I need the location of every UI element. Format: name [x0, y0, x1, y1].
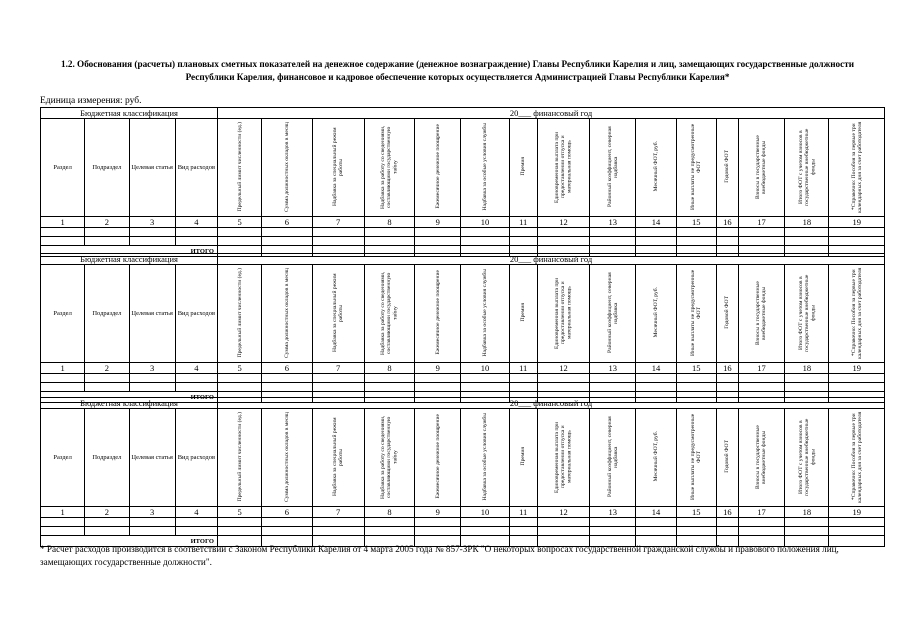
table-cell[interactable] — [738, 383, 784, 392]
column-header — [738, 265, 784, 363]
table-cell[interactable] — [537, 237, 589, 246]
table-cell[interactable] — [262, 383, 312, 392]
table-cell[interactable] — [218, 228, 262, 237]
table-cell[interactable] — [590, 527, 636, 536]
column-header-label: Итого ФОТ с учетом взносов в государственные внебюджетные фонды — [797, 273, 816, 352]
table-cell[interactable] — [785, 383, 829, 392]
table-cell[interactable] — [509, 383, 537, 392]
column-number: 13 — [590, 363, 636, 374]
column-header-label: *Справочно: Пособия за первые три календарных дня за счет работодателя — [850, 120, 863, 213]
table-cell[interactable] — [415, 228, 461, 237]
budget-classification-header: Бюджетная классификация — [41, 108, 218, 119]
column-header-label: Предельный лимит численности (ед.) — [236, 267, 243, 358]
column-header — [636, 409, 676, 507]
table-cell[interactable] — [415, 374, 461, 383]
column-number: 12 — [537, 217, 589, 228]
table-cell[interactable] — [785, 527, 829, 536]
table-cell[interactable] — [537, 518, 589, 527]
table-cell[interactable] — [636, 383, 676, 392]
table-cell[interactable] — [590, 518, 636, 527]
column-header — [537, 265, 589, 363]
column-header-label: Итого ФОТ с учетом взносов в государственные внебюджетные фонды — [797, 417, 816, 496]
classification-column-header: Вид расходов — [175, 119, 217, 217]
table-cell[interactable] — [590, 383, 636, 392]
table-cell[interactable] — [738, 374, 784, 383]
column-number: 18 — [785, 363, 829, 374]
column-number: 19 — [829, 507, 885, 518]
table-cell[interactable] — [364, 383, 414, 392]
column-header — [716, 409, 738, 507]
column-header-label: Районный коэффициент, северная надбавка — [606, 126, 619, 207]
column-number: 10 — [461, 363, 509, 374]
column-header — [364, 265, 414, 363]
table-cell[interactable] — [175, 383, 217, 392]
column-number: 11 — [509, 217, 537, 228]
table-cell[interactable] — [218, 374, 262, 383]
unit-label: Единица измерения: руб. — [40, 96, 142, 106]
column-number: 16 — [716, 217, 738, 228]
table-cell[interactable] — [785, 374, 829, 383]
table-cell[interactable] — [785, 237, 829, 246]
column-header — [364, 119, 414, 217]
column-number: 5 — [218, 363, 262, 374]
table-row — [41, 228, 885, 237]
classification-column-header: Раздел — [41, 265, 85, 363]
column-number: 7 — [312, 507, 364, 518]
column-header — [509, 265, 537, 363]
table-cell[interactable] — [829, 228, 885, 237]
table-cell[interactable] — [738, 228, 784, 237]
column-header — [590, 119, 636, 217]
column-header-label: Надбавка за особые условия службы — [481, 268, 488, 357]
column-header — [716, 265, 738, 363]
table-cell[interactable] — [716, 383, 738, 392]
column-number: 3 — [129, 507, 175, 518]
table-cell[interactable] — [461, 527, 509, 536]
table-cell[interactable] — [312, 374, 364, 383]
column-header-label: *Справочно: Пособия за первые три календарных дня за счет работодателя — [850, 266, 863, 359]
column-number: 4 — [175, 363, 217, 374]
column-header — [218, 119, 262, 217]
table-cell[interactable] — [85, 228, 129, 237]
column-number: 8 — [364, 363, 414, 374]
column-header — [262, 265, 312, 363]
column-number: 4 — [175, 507, 217, 518]
column-header — [262, 119, 312, 217]
column-header-label: Надбавка за особые условия службы — [481, 122, 488, 211]
column-number: 19 — [829, 217, 885, 228]
table-cell[interactable] — [41, 374, 85, 383]
column-number: 8 — [364, 217, 414, 228]
table-cell[interactable] — [509, 374, 537, 383]
table-cell[interactable] — [738, 527, 784, 536]
table-cell[interactable] — [716, 374, 738, 383]
table-row — [41, 527, 885, 536]
column-number: 3 — [129, 217, 175, 228]
total-label: ИТОГО — [41, 246, 218, 257]
fiscal-year-header: 20___ финансовый год — [218, 254, 885, 265]
classification-column-header: Целевая статья — [129, 119, 175, 217]
column-header — [738, 409, 784, 507]
table-cell[interactable] — [262, 518, 312, 527]
column-header — [312, 265, 364, 363]
column-number: 2 — [85, 507, 129, 518]
table-cell[interactable] — [129, 374, 175, 383]
budget-table — [40, 253, 885, 403]
column-header-label: Районный коэффициент, северная надбавка — [606, 272, 619, 353]
table-cell[interactable] — [676, 518, 716, 527]
table-cell[interactable] — [364, 237, 414, 246]
column-header-label: Месячный ФОТ, руб. — [652, 141, 659, 192]
column-header — [218, 409, 262, 507]
fiscal-year-header: 20___ финансовый год — [218, 108, 885, 119]
column-header — [218, 265, 262, 363]
table-cell[interactable] — [415, 518, 461, 527]
column-header-label: Сумма должностных окладов в месяц — [283, 411, 290, 502]
table-cell[interactable] — [716, 237, 738, 246]
column-header-label: Предельный лимит численности (ед.) — [236, 121, 243, 212]
table-cell[interactable] — [415, 383, 461, 392]
column-header-label: Сумма должностных окладов в месяц — [283, 121, 290, 212]
column-header — [509, 119, 537, 217]
table-cell[interactable] — [175, 518, 217, 527]
table-cell[interactable] — [129, 237, 175, 246]
column-header-label: Взносы в государственные внебюджетные фонды — [755, 134, 768, 199]
column-number: 17 — [738, 217, 784, 228]
table-cell[interactable] — [676, 383, 716, 392]
column-number: 10 — [461, 507, 509, 518]
table-cell[interactable] — [676, 237, 716, 246]
classification-column-header: Целевая статья — [129, 265, 175, 363]
column-number: 18 — [785, 507, 829, 518]
table-cell[interactable] — [415, 237, 461, 246]
table-cell[interactable] — [461, 518, 509, 527]
table-cell[interactable] — [461, 237, 509, 246]
column-header-label: Премия — [520, 447, 527, 466]
table-cell[interactable] — [41, 527, 85, 536]
table-cell[interactable] — [590, 374, 636, 383]
column-header-label: Взносы в государственные внебюджетные фонды — [755, 424, 768, 489]
table-cell[interactable] — [175, 527, 217, 536]
column-header — [676, 265, 716, 363]
column-header — [636, 119, 676, 217]
classification-column-header: Подраздел — [85, 409, 129, 507]
column-header-label: Надбавка за специальный режим работы — [331, 273, 345, 352]
column-header-label: Премия — [520, 303, 527, 322]
column-number: 1 — [41, 363, 85, 374]
column-header — [415, 409, 461, 507]
budget-table — [40, 107, 885, 257]
table-cell[interactable] — [175, 237, 217, 246]
total-label: ИТОГО — [41, 536, 218, 547]
column-header-label: Иные выплаты не предусмотренные ФОТ — [689, 413, 703, 500]
column-number: 15 — [676, 507, 716, 518]
table-cell[interactable] — [829, 383, 885, 392]
table-row — [41, 237, 885, 246]
column-header-label: Надбавка за работу со сведениями, составляющими государственную тайну — [380, 124, 399, 209]
column-header-label: Ежемесячное денежное поощрение — [434, 124, 441, 209]
column-number: 9 — [415, 363, 461, 374]
column-header-label: Районный коэффициент, северная надбавка — [606, 416, 619, 497]
document-title: 1.2. Обоснования (расчеты) плановых сметных показателей на денежное содержание (денежное вознаграждение) Главы Республики Карелия и лиц, замещающих государственные должности Республики Карелия, финансовое и кадровое обеспечение которых осуществляется Администрацией Главы Республики Карелия* — [60, 59, 855, 82]
column-header — [312, 119, 364, 217]
column-number: 16 — [716, 507, 738, 518]
column-number: 14 — [636, 507, 676, 518]
column-header-label: Единовременная выплата при предоставлении отпуска и материальная помощь — [554, 130, 573, 203]
table-row — [41, 383, 885, 392]
table-cell[interactable] — [785, 518, 829, 527]
column-header-label: Иные выплаты не предусмотренные ФОТ — [689, 269, 703, 356]
column-header — [415, 265, 461, 363]
table-cell[interactable] — [129, 527, 175, 536]
column-header-label: Годовой ФОТ — [724, 440, 731, 473]
column-header — [364, 409, 414, 507]
table-cell[interactable] — [461, 383, 509, 392]
column-header-label: Итого ФОТ с учетом взносов в государственные внебюджетные фонды — [797, 127, 816, 206]
table-cell[interactable] — [829, 518, 885, 527]
column-number: 13 — [590, 507, 636, 518]
column-header-label: Взносы в государственные внебюджетные фонды — [755, 280, 768, 345]
table-cell[interactable] — [716, 518, 738, 527]
table-cell[interactable] — [829, 237, 885, 246]
table-cell[interactable] — [509, 527, 537, 536]
column-header — [785, 409, 829, 507]
table-cell[interactable] — [129, 383, 175, 392]
table-cell[interactable] — [262, 527, 312, 536]
column-header — [509, 409, 537, 507]
table-cell[interactable] — [636, 374, 676, 383]
column-header — [537, 409, 589, 507]
column-header-label: Ежемесячное денежное поощрение — [434, 270, 441, 355]
table-cell[interactable] — [218, 237, 262, 246]
column-number: 9 — [415, 217, 461, 228]
column-header-label: Единовременная выплата при предоставлении отпуска и материальная помощь — [554, 420, 573, 493]
table-cell[interactable] — [312, 518, 364, 527]
table-cell[interactable] — [636, 228, 676, 237]
column-number: 12 — [537, 363, 589, 374]
table-cell[interactable] — [636, 237, 676, 246]
column-number: 6 — [262, 363, 312, 374]
table-cell[interactable] — [262, 228, 312, 237]
classification-column-header: Вид расходов — [175, 265, 217, 363]
column-number: 16 — [716, 363, 738, 374]
column-number: 3 — [129, 363, 175, 374]
column-header — [829, 409, 885, 507]
column-number: 4 — [175, 217, 217, 228]
table-row — [41, 518, 885, 527]
table-cell[interactable] — [85, 518, 129, 527]
column-header-label: Премия — [520, 157, 527, 176]
column-header-label: *Справочно: Пособия за первые три календарных дня за счет работодателя — [850, 410, 863, 503]
column-number: 5 — [218, 507, 262, 518]
column-number: 8 — [364, 507, 414, 518]
column-number: 6 — [262, 217, 312, 228]
table-cell[interactable] — [461, 374, 509, 383]
table-cell[interactable] — [537, 228, 589, 237]
table-cell[interactable] — [590, 228, 636, 237]
column-header-label: Годовой ФОТ — [724, 150, 731, 183]
table-cell[interactable] — [312, 237, 364, 246]
table-cell[interactable] — [364, 527, 414, 536]
table-cell[interactable] — [590, 237, 636, 246]
column-number: 5 — [218, 217, 262, 228]
table-cell[interactable] — [85, 374, 129, 383]
table-cell[interactable] — [85, 527, 129, 536]
table-cell[interactable] — [509, 518, 537, 527]
column-header — [785, 265, 829, 363]
table-cell[interactable] — [218, 527, 262, 536]
column-header-label: Сумма должностных окладов в месяц — [283, 267, 290, 358]
column-number: 9 — [415, 507, 461, 518]
table-cell[interactable] — [537, 374, 589, 383]
footnote: * Расчет расходов производится в соответствии с Законом Республики Карелия от 4 марта 2005 года № 857-ЗРК "О некоторых вопросах государственной гражданской службы и правового положения лиц, замещающих государственные должности". — [40, 544, 839, 567]
table-cell[interactable] — [716, 228, 738, 237]
table-cell[interactable] — [175, 228, 217, 237]
column-number: 13 — [590, 217, 636, 228]
column-header-label: Надбавка за специальный режим работы — [331, 127, 345, 206]
table-cell[interactable] — [676, 527, 716, 536]
column-header — [461, 409, 509, 507]
column-header — [415, 119, 461, 217]
column-header — [262, 409, 312, 507]
table-cell[interactable] — [85, 383, 129, 392]
table-cell[interactable] — [218, 518, 262, 527]
table-cell[interactable] — [364, 518, 414, 527]
column-header — [676, 409, 716, 507]
table-cell[interactable] — [738, 237, 784, 246]
total-label: ИТОГО — [41, 392, 218, 403]
column-header — [716, 119, 738, 217]
table-cell[interactable] — [312, 383, 364, 392]
table-cell[interactable] — [537, 383, 589, 392]
table-cell[interactable] — [537, 527, 589, 536]
classification-column-header: Раздел — [41, 409, 85, 507]
column-header — [676, 119, 716, 217]
column-number: 18 — [785, 217, 829, 228]
column-number: 2 — [85, 363, 129, 374]
column-header — [312, 409, 364, 507]
classification-column-header: Целевая статья — [129, 409, 175, 507]
table-cell[interactable] — [85, 237, 129, 246]
classification-column-header: Подраздел — [85, 119, 129, 217]
column-header — [829, 265, 885, 363]
column-number: 7 — [312, 217, 364, 228]
column-number: 14 — [636, 363, 676, 374]
table-cell[interactable] — [415, 527, 461, 536]
table-cell[interactable] — [509, 228, 537, 237]
table-cell[interactable] — [175, 374, 217, 383]
column-header — [590, 265, 636, 363]
table-cell[interactable] — [676, 374, 716, 383]
column-number: 11 — [509, 507, 537, 518]
column-header-label: Надбавка за работу со сведениями, составляющими государственную тайну — [380, 414, 399, 499]
column-number: 11 — [509, 363, 537, 374]
table-cell[interactable] — [636, 518, 676, 527]
column-number: 2 — [85, 217, 129, 228]
column-header-label: Надбавка за особые условия службы — [481, 412, 488, 501]
budget-classification-header: Бюджетная классификация — [41, 398, 218, 409]
column-header-label: Единовременная выплата при предоставлении отпуска и материальная помощь — [554, 276, 573, 349]
table-cell[interactable] — [785, 228, 829, 237]
classification-column-header: Подраздел — [85, 265, 129, 363]
table-cell[interactable] — [312, 527, 364, 536]
classification-column-header: Раздел — [41, 119, 85, 217]
column-header — [636, 265, 676, 363]
column-header — [829, 119, 885, 217]
column-header-label: Месячный ФОТ, руб. — [652, 287, 659, 338]
column-header-label: Надбавка за специальный режим работы — [331, 417, 345, 496]
column-number: 10 — [461, 217, 509, 228]
column-number: 7 — [312, 363, 364, 374]
table-cell[interactable] — [509, 237, 537, 246]
table-cell[interactable] — [262, 237, 312, 246]
table-cell[interactable] — [41, 383, 85, 392]
column-header-label: Месячный ФОТ, руб. — [652, 431, 659, 482]
column-header — [461, 119, 509, 217]
column-header-label: Иные выплаты не предусмотренные ФОТ — [689, 123, 703, 210]
table-cell[interactable] — [41, 518, 85, 527]
fiscal-year-header: 20___ финансовый год — [218, 398, 885, 409]
column-number: 14 — [636, 217, 676, 228]
column-number: 12 — [537, 507, 589, 518]
classification-column-header: Вид расходов — [175, 409, 217, 507]
column-number: 19 — [829, 363, 885, 374]
table-cell[interactable] — [829, 527, 885, 536]
table-cell[interactable] — [129, 228, 175, 237]
column-header — [461, 265, 509, 363]
table-cell[interactable] — [676, 228, 716, 237]
table-cell[interactable] — [738, 518, 784, 527]
column-header — [785, 119, 829, 217]
table-cell[interactable] — [364, 374, 414, 383]
table-cell[interactable] — [41, 228, 85, 237]
column-header-label: Предельный лимит численности (ед.) — [236, 411, 243, 502]
table-cell[interactable] — [218, 383, 262, 392]
column-header-label: Надбавка за работу со сведениями, составляющими государственную тайну — [380, 270, 399, 355]
table-cell[interactable] — [262, 374, 312, 383]
table-cell[interactable] — [461, 228, 509, 237]
column-number: 1 — [41, 217, 85, 228]
table-cell[interactable] — [129, 518, 175, 527]
column-number: 17 — [738, 363, 784, 374]
table-cell[interactable] — [364, 228, 414, 237]
column-header-label: Годовой ФОТ — [724, 296, 731, 329]
column-number: 15 — [676, 363, 716, 374]
column-header-label: Ежемесячное денежное поощрение — [434, 414, 441, 499]
column-header — [537, 119, 589, 217]
table-cell[interactable] — [312, 228, 364, 237]
column-header — [590, 409, 636, 507]
table-cell[interactable] — [716, 527, 738, 536]
column-number: 6 — [262, 507, 312, 518]
column-header — [738, 119, 784, 217]
column-number: 17 — [738, 507, 784, 518]
column-number: 15 — [676, 217, 716, 228]
table-cell[interactable] — [41, 237, 85, 246]
table-row — [41, 374, 885, 383]
column-number: 1 — [41, 507, 85, 518]
table-cell[interactable] — [636, 527, 676, 536]
budget-table — [40, 397, 885, 547]
budget-classification-header: Бюджетная классификация — [41, 254, 218, 265]
table-cell[interactable] — [829, 374, 885, 383]
